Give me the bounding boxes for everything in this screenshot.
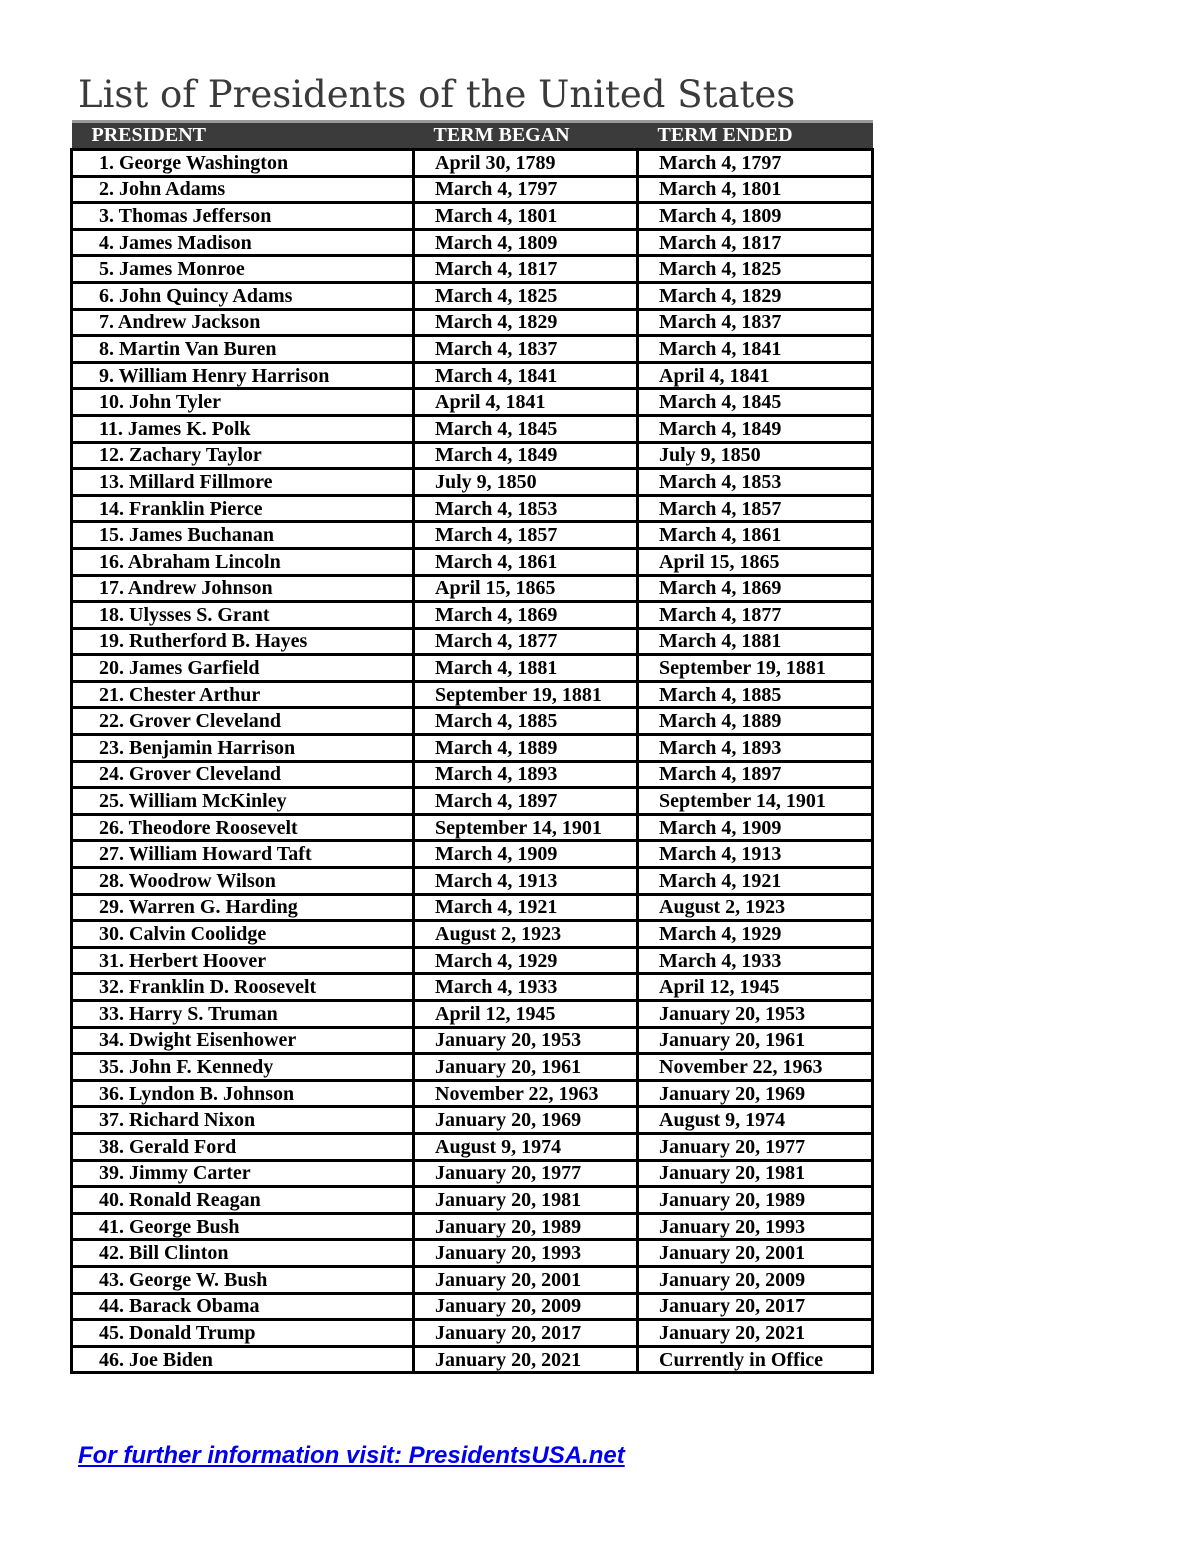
table-row — [72, 761, 873, 788]
term-ended-cell: August 2, 1923 — [638, 894, 873, 921]
table-row — [72, 336, 873, 363]
president-name-cell: 37. Richard Nixon — [72, 1107, 414, 1134]
term-began-cell: March 4, 1913 — [414, 868, 638, 895]
president-name-cell: 3. Thomas Jefferson — [72, 203, 414, 230]
term-ended-cell: March 4, 1809 — [638, 203, 873, 230]
term-began-cell: September 14, 1901 — [414, 814, 638, 841]
president-name-cell: 41. George Bush — [72, 1213, 414, 1240]
table-row — [72, 735, 873, 762]
term-ended-cell: March 4, 1913 — [638, 841, 873, 868]
president-name-cell: 13. Millard Fillmore — [72, 469, 414, 496]
table-row — [72, 282, 873, 309]
term-began-cell: April 4, 1841 — [414, 389, 638, 416]
term-began-cell: November 22, 1963 — [414, 1080, 638, 1107]
term-began-cell: March 4, 1933 — [414, 974, 638, 1001]
column-header-president: PRESIDENT — [72, 122, 414, 150]
term-ended-cell: January 20, 2009 — [638, 1266, 873, 1293]
term-ended-cell: March 4, 1881 — [638, 628, 873, 655]
term-ended-cell: January 20, 1977 — [638, 1133, 873, 1160]
term-began-cell: August 9, 1974 — [414, 1133, 638, 1160]
term-began-cell: April 30, 1789 — [414, 150, 638, 177]
table-row — [72, 894, 873, 921]
table-row — [72, 708, 873, 735]
term-began-cell: March 4, 1909 — [414, 841, 638, 868]
term-began-cell: March 4, 1817 — [414, 256, 638, 283]
president-name-cell: 39. Jimmy Carter — [72, 1160, 414, 1187]
term-ended-cell: January 20, 1989 — [638, 1187, 873, 1214]
term-ended-cell: August 9, 1974 — [638, 1107, 873, 1134]
president-name-cell: 8. Martin Van Buren — [72, 336, 414, 363]
term-ended-cell: April 12, 1945 — [638, 974, 873, 1001]
term-began-cell: March 4, 1853 — [414, 495, 638, 522]
table-row — [72, 309, 873, 336]
table-body — [72, 150, 873, 1373]
table-row — [72, 1160, 873, 1187]
term-began-cell: March 4, 1893 — [414, 761, 638, 788]
president-name-cell: 32. Franklin D. Roosevelt — [72, 974, 414, 1001]
term-began-cell: March 4, 1897 — [414, 788, 638, 815]
term-began-cell: March 4, 1841 — [414, 362, 638, 389]
term-began-cell: March 4, 1889 — [414, 735, 638, 762]
term-ended-cell: March 4, 1825 — [638, 256, 873, 283]
table-row — [72, 1266, 873, 1293]
president-name-cell: 2. John Adams — [72, 176, 414, 203]
term-began-cell: March 4, 1825 — [414, 282, 638, 309]
table-row — [72, 495, 873, 522]
table-row — [72, 1240, 873, 1267]
term-began-cell: March 4, 1829 — [414, 309, 638, 336]
term-began-cell: January 20, 1993 — [414, 1240, 638, 1267]
term-ended-cell: March 4, 1885 — [638, 681, 873, 708]
term-ended-cell: January 20, 1993 — [638, 1213, 873, 1240]
table-row — [72, 256, 873, 283]
president-name-cell: 46. Joe Biden — [72, 1346, 414, 1373]
table-row — [72, 415, 873, 442]
table-row — [72, 150, 873, 177]
president-name-cell: 27. William Howard Taft — [72, 841, 414, 868]
term-ended-cell: September 14, 1901 — [638, 788, 873, 815]
term-began-cell: March 4, 1837 — [414, 336, 638, 363]
term-began-cell: March 4, 1801 — [414, 203, 638, 230]
term-began-cell: January 20, 2009 — [414, 1293, 638, 1320]
table-row — [72, 1080, 873, 1107]
president-name-cell: 34. Dwight Eisenhower — [72, 1027, 414, 1054]
table-row — [72, 1107, 873, 1134]
table-row — [72, 575, 873, 602]
term-began-cell: March 4, 1877 — [414, 628, 638, 655]
president-name-cell: 22. Grover Cleveland — [72, 708, 414, 735]
term-ended-cell: March 4, 1893 — [638, 735, 873, 762]
table-row — [72, 814, 873, 841]
term-began-cell: September 19, 1881 — [414, 681, 638, 708]
table-row — [72, 229, 873, 256]
term-ended-cell: March 4, 1897 — [638, 761, 873, 788]
term-ended-cell: March 4, 1909 — [638, 814, 873, 841]
table-row — [72, 442, 873, 469]
term-began-cell: August 2, 1923 — [414, 921, 638, 948]
table-row — [72, 947, 873, 974]
term-ended-cell: Currently in Office — [638, 1346, 873, 1373]
table-row — [72, 1187, 873, 1214]
term-ended-cell: January 20, 1961 — [638, 1027, 873, 1054]
term-began-cell: January 20, 1969 — [414, 1107, 638, 1134]
table-row — [72, 362, 873, 389]
table-row — [72, 974, 873, 1001]
president-name-cell: 40. Ronald Reagan — [72, 1187, 414, 1214]
president-name-cell: 31. Herbert Hoover — [72, 947, 414, 974]
president-name-cell: 35. John F. Kennedy — [72, 1054, 414, 1081]
presidents-table-container — [70, 120, 871, 1374]
term-began-cell: July 9, 1850 — [414, 469, 638, 496]
term-began-cell: January 20, 2017 — [414, 1320, 638, 1347]
term-began-cell: April 15, 1865 — [414, 575, 638, 602]
table-row — [72, 628, 873, 655]
president-name-cell: 20. James Garfield — [72, 655, 414, 682]
term-began-cell: January 20, 1953 — [414, 1027, 638, 1054]
table-row — [72, 176, 873, 203]
president-name-cell: 36. Lyndon B. Johnson — [72, 1080, 414, 1107]
table-row — [72, 469, 873, 496]
term-ended-cell: March 4, 1877 — [638, 602, 873, 629]
term-ended-cell: March 4, 1837 — [638, 309, 873, 336]
page-title: List of Presidents of the United States — [78, 73, 796, 116]
president-name-cell: 4. James Madison — [72, 229, 414, 256]
term-ended-cell: January 20, 2017 — [638, 1293, 873, 1320]
term-began-cell: March 4, 1797 — [414, 176, 638, 203]
term-ended-cell: March 4, 1853 — [638, 469, 873, 496]
term-began-cell: March 4, 1861 — [414, 548, 638, 575]
term-began-cell: April 12, 1945 — [414, 1001, 638, 1028]
further-info-link[interactable]: For further information visit: PresidentsUSA.net — [78, 1442, 625, 1469]
term-ended-cell: April 4, 1841 — [638, 362, 873, 389]
term-began-cell: January 20, 2001 — [414, 1266, 638, 1293]
term-began-cell: March 4, 1809 — [414, 229, 638, 256]
president-name-cell: 10. John Tyler — [72, 389, 414, 416]
president-name-cell: 33. Harry S. Truman — [72, 1001, 414, 1028]
term-ended-cell: January 20, 1953 — [638, 1001, 873, 1028]
table-row — [72, 602, 873, 629]
term-ended-cell: March 4, 1921 — [638, 868, 873, 895]
term-ended-cell: March 4, 1861 — [638, 522, 873, 549]
president-name-cell: 7. Andrew Jackson — [72, 309, 414, 336]
president-name-cell: 45. Donald Trump — [72, 1320, 414, 1347]
term-began-cell: March 4, 1857 — [414, 522, 638, 549]
table-row — [72, 921, 873, 948]
table-row — [72, 868, 873, 895]
table-row — [72, 841, 873, 868]
president-name-cell: 38. Gerald Ford — [72, 1133, 414, 1160]
term-began-cell: January 20, 1961 — [414, 1054, 638, 1081]
table-row — [72, 1293, 873, 1320]
term-began-cell: March 4, 1869 — [414, 602, 638, 629]
term-ended-cell: March 4, 1817 — [638, 229, 873, 256]
president-name-cell: 26. Theodore Roosevelt — [72, 814, 414, 841]
president-name-cell: 43. George W. Bush — [72, 1266, 414, 1293]
president-name-cell: 18. Ulysses S. Grant — [72, 602, 414, 629]
table-row — [72, 655, 873, 682]
term-ended-cell: March 4, 1857 — [638, 495, 873, 522]
table-row — [72, 1027, 873, 1054]
term-began-cell: March 4, 1885 — [414, 708, 638, 735]
term-ended-cell: September 19, 1881 — [638, 655, 873, 682]
table-header — [72, 122, 873, 150]
term-ended-cell: March 4, 1933 — [638, 947, 873, 974]
term-began-cell: January 20, 2021 — [414, 1346, 638, 1373]
term-ended-cell: April 15, 1865 — [638, 548, 873, 575]
table-row — [72, 548, 873, 575]
term-began-cell: March 4, 1921 — [414, 894, 638, 921]
column-header-term-ended: TERM ENDED — [638, 122, 873, 150]
table-row — [72, 203, 873, 230]
term-began-cell: March 4, 1929 — [414, 947, 638, 974]
president-name-cell: 14. Franklin Pierce — [72, 495, 414, 522]
president-name-cell: 44. Barack Obama — [72, 1293, 414, 1320]
president-name-cell: 21. Chester Arthur — [72, 681, 414, 708]
table-row — [72, 681, 873, 708]
table-row — [72, 1320, 873, 1347]
term-ended-cell: March 4, 1797 — [638, 150, 873, 177]
term-began-cell: March 4, 1845 — [414, 415, 638, 442]
president-name-cell: 17. Andrew Johnson — [72, 575, 414, 602]
term-began-cell: January 20, 1981 — [414, 1187, 638, 1214]
term-began-cell: March 4, 1849 — [414, 442, 638, 469]
term-ended-cell: March 4, 1869 — [638, 575, 873, 602]
table-row — [72, 522, 873, 549]
president-name-cell: 30. Calvin Coolidge — [72, 921, 414, 948]
table-row — [72, 1001, 873, 1028]
table-row — [72, 1346, 873, 1373]
table-row — [72, 788, 873, 815]
column-header-term-began: TERM BEGAN — [414, 122, 638, 150]
presidents-table — [70, 120, 874, 1374]
president-name-cell: 24. Grover Cleveland — [72, 761, 414, 788]
president-name-cell: 19. Rutherford B. Hayes — [72, 628, 414, 655]
president-name-cell: 29. Warren G. Harding — [72, 894, 414, 921]
term-ended-cell: March 4, 1801 — [638, 176, 873, 203]
term-ended-cell: November 22, 1963 — [638, 1054, 873, 1081]
president-name-cell: 42. Bill Clinton — [72, 1240, 414, 1267]
president-name-cell: 1. George Washington — [72, 150, 414, 177]
president-name-cell: 9. William Henry Harrison — [72, 362, 414, 389]
term-ended-cell: January 20, 2001 — [638, 1240, 873, 1267]
table-row — [72, 1054, 873, 1081]
president-name-cell: 15. James Buchanan — [72, 522, 414, 549]
president-name-cell: 16. Abraham Lincoln — [72, 548, 414, 575]
term-began-cell: January 20, 1977 — [414, 1160, 638, 1187]
term-ended-cell: March 4, 1889 — [638, 708, 873, 735]
term-began-cell: March 4, 1881 — [414, 655, 638, 682]
term-began-cell: January 20, 1989 — [414, 1213, 638, 1240]
term-ended-cell: March 4, 1845 — [638, 389, 873, 416]
term-ended-cell: March 4, 1841 — [638, 336, 873, 363]
term-ended-cell: January 20, 1969 — [638, 1080, 873, 1107]
term-ended-cell: March 4, 1929 — [638, 921, 873, 948]
president-name-cell: 23. Benjamin Harrison — [72, 735, 414, 762]
president-name-cell: 6. John Quincy Adams — [72, 282, 414, 309]
term-ended-cell: January 20, 1981 — [638, 1160, 873, 1187]
term-ended-cell: January 20, 2021 — [638, 1320, 873, 1347]
president-name-cell: 12. Zachary Taylor — [72, 442, 414, 469]
president-name-cell: 5. James Monroe — [72, 256, 414, 283]
term-ended-cell: July 9, 1850 — [638, 442, 873, 469]
term-ended-cell: March 4, 1849 — [638, 415, 873, 442]
table-row — [72, 1213, 873, 1240]
header-row — [72, 122, 873, 150]
table-row — [72, 1133, 873, 1160]
president-name-cell: 11. James K. Polk — [72, 415, 414, 442]
president-name-cell: 25. William McKinley — [72, 788, 414, 815]
term-ended-cell: March 4, 1829 — [638, 282, 873, 309]
president-name-cell: 28. Woodrow Wilson — [72, 868, 414, 895]
table-row — [72, 389, 873, 416]
